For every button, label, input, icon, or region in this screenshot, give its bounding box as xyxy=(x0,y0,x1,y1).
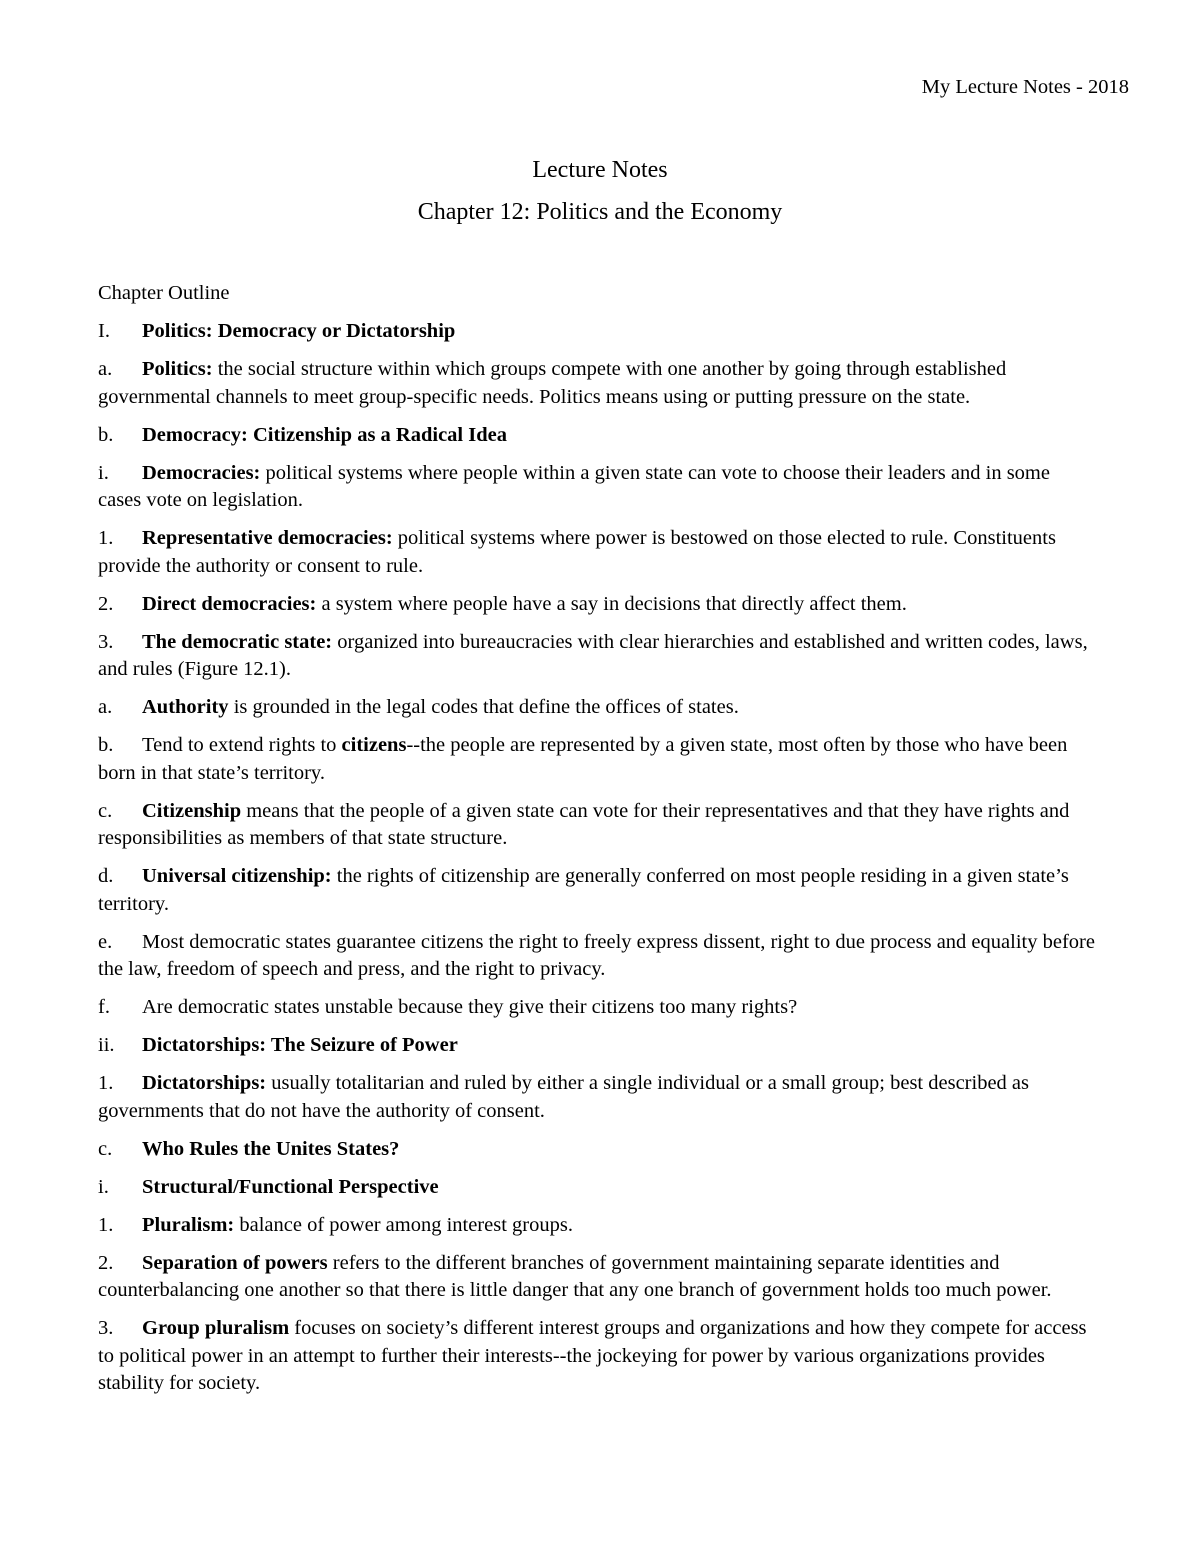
item-text: is grounded in the legal codes that define the offices of states. xyxy=(228,696,739,718)
item-marker: 1. xyxy=(98,1072,114,1094)
item-marker: b. xyxy=(98,734,114,756)
item-text: focuses on society’s different interest groups and organizations and how they compete for access to political power in an attempt to further their interests--the jockeying for power by various organizations provides stability for society. xyxy=(98,1317,1087,1394)
item-term: Universal citizenship: xyxy=(142,865,332,887)
item-text: the social structure within which groups compete with one another by going through established governmental channels to meet group-specific needs. Politics means using or putting pressure on the state. xyxy=(98,358,1007,408)
item-text: organized into bureaucracies with clear hierarchies and established and written codes, laws, and rules (Figure 12.1). xyxy=(98,630,1088,680)
item-marker: i. xyxy=(98,461,109,484)
outline-item-structural-functional xyxy=(98,1174,1098,1202)
item-text: the rights of citizenship are generally conferred on most people residing in a given state’s territory. xyxy=(98,865,1069,915)
document-title: Lecture Notes xyxy=(532,157,668,183)
outline-item-group-pluralism xyxy=(98,1315,1098,1398)
item-term: Who Rules the Unites States? xyxy=(142,1137,400,1160)
outline-item-democratic-rights xyxy=(98,929,1098,984)
item-term: Authority xyxy=(142,696,229,718)
outline-item-democracies xyxy=(98,460,1098,515)
item-term: Pluralism: xyxy=(142,1213,235,1236)
item-marker: d. xyxy=(98,865,114,887)
outline-item-citizens xyxy=(98,732,1098,787)
item-text: Are democratic states unstable because they give their citizens too many rights? xyxy=(142,996,798,1018)
item-term: citizens xyxy=(341,734,407,756)
item-marker: c. xyxy=(98,799,113,822)
item-marker: f. xyxy=(98,996,110,1018)
outline-item-separation-of-powers xyxy=(98,1250,1098,1305)
item-marker: i. xyxy=(98,1175,109,1198)
item-term: Politics: Democracy or Dictatorship xyxy=(142,320,456,342)
item-text: balance of power among interest groups. xyxy=(234,1213,573,1236)
item-marker: 2. xyxy=(98,592,114,615)
item-text: --the people are represented by a given state, most often by those who have been born in that state’s territory. xyxy=(98,734,1068,784)
item-term: Representative democracies: xyxy=(142,527,393,549)
item-text: usually totalitarian and ruled by either a single individual or a small group; best described as governments that do not have the authority of consent. xyxy=(98,1072,1029,1122)
outline-item-politics xyxy=(98,356,1098,411)
item-marker: e. xyxy=(98,930,113,953)
item-marker: b. xyxy=(98,423,114,446)
chapter-outline xyxy=(98,280,1098,1408)
item-marker: 3. xyxy=(98,630,114,653)
item-text: refers to the different branches of government maintaining separate identities and counterbalancing one another so that there is little danger that any one branch of government holds too much power. xyxy=(98,1251,1052,1301)
item-term: Structural/Functional Perspective xyxy=(142,1175,439,1198)
outline-item-politics-democracy-dictatorship xyxy=(98,318,1098,346)
outline-item-representative-democracies xyxy=(98,525,1098,580)
item-text: political systems where people within a given state can vote to choose their leaders and in some cases vote on legislation. xyxy=(98,461,1050,511)
item-marker: a. xyxy=(98,696,113,718)
item-marker: 3. xyxy=(98,1317,114,1339)
item-marker: 2. xyxy=(98,1251,114,1274)
outline-item-democracy-citizenship xyxy=(98,422,1098,450)
item-term: Dictatorships: xyxy=(142,1072,267,1094)
item-term: Citizenship xyxy=(142,799,242,822)
outline-item-universal-citizenship xyxy=(98,863,1098,918)
outline-item-dictatorships xyxy=(98,1070,1098,1125)
outline-item-citizenship xyxy=(98,798,1098,853)
item-marker: 1. xyxy=(98,527,114,549)
item-marker: a. xyxy=(98,358,113,380)
chapter-subtitle: Chapter 12: Politics and the Economy xyxy=(417,199,783,225)
item-prefix: Tend to extend rights to xyxy=(142,734,342,756)
item-term: Group pluralism xyxy=(142,1317,290,1339)
outline-item-direct-democracies xyxy=(98,591,1098,619)
item-term: Direct democracies: xyxy=(142,592,317,615)
item-text: political systems where power is bestowed on those elected to rule. Constituents provide the authority or consent to rule. xyxy=(98,527,1056,577)
running-header: My Lecture Notes - 2018 xyxy=(921,76,1129,98)
item-term: Democracy: Citizenship as a Radical Idea xyxy=(142,423,507,446)
outline-item-dictatorships-seizure xyxy=(98,1032,1098,1060)
outline-item-who-rules xyxy=(98,1136,1098,1164)
item-text: a system where people have a say in decisions that directly affect them. xyxy=(316,592,907,615)
item-marker: c. xyxy=(98,1137,113,1160)
item-text: means that the people of a given state can vote for their representatives and that they have rights and responsibilities as members of that state structure. xyxy=(98,799,1070,849)
outline-item-authority xyxy=(98,694,1098,722)
item-marker: 1. xyxy=(98,1213,114,1236)
item-marker: ii. xyxy=(98,1034,115,1056)
outline-heading: Chapter Outline xyxy=(98,282,230,304)
outline-item-democratic-stability-question xyxy=(98,994,1098,1022)
item-term: Dictatorships: The Seizure of Power xyxy=(142,1034,458,1056)
outline-item-democratic-state xyxy=(98,629,1098,684)
outline-item-pluralism xyxy=(98,1212,1098,1240)
item-term: Politics: xyxy=(142,358,213,380)
item-text: Most democratic states guarantee citizens the right to freely express dissent, right to due process and equality before the law, freedom of speech and press, and the right to privacy. xyxy=(98,930,1095,980)
item-marker: I. xyxy=(98,320,110,342)
item-term: Separation of powers xyxy=(142,1251,328,1274)
item-term: Democracies: xyxy=(142,461,261,484)
item-term: The democratic state: xyxy=(142,630,333,653)
